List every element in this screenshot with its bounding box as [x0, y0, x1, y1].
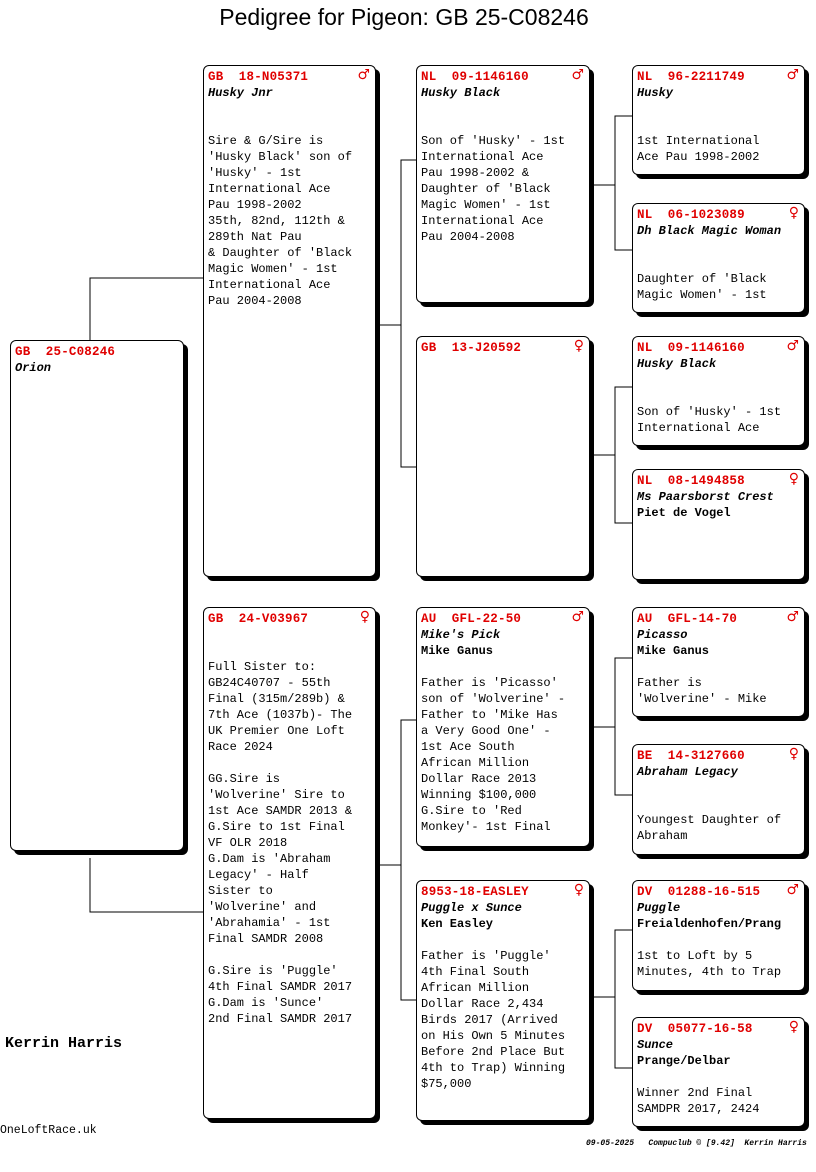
female-icon: ♀ — [573, 338, 584, 354]
owner-name: Piet de Vogel — [637, 506, 731, 520]
pigeon-name: Picasso — [637, 628, 688, 642]
ring-number: GB 24-V03967 — [208, 612, 309, 626]
pigeon-name: Husky Jnr — [208, 86, 273, 100]
owner-name: Mike Ganus — [421, 644, 494, 658]
pigeon-name: Puggle x Sunce — [421, 901, 522, 915]
breeder-name: Kerrin Harris — [5, 1035, 123, 1052]
pigeon-card-sire-dam[interactable] — [416, 336, 590, 577]
pigeon-card-sdd[interactable] — [632, 469, 805, 580]
pigeon-notes: Son of 'Husky' - 1st International Ace — [637, 405, 782, 435]
pigeon-card-dam-sire[interactable] — [416, 607, 590, 847]
pigeon-card-sss[interactable] — [632, 65, 805, 175]
pigeon-name: Ms Paarsborst Crest — [637, 490, 774, 504]
ring-number: AU GFL-14-70 — [637, 612, 738, 626]
ring-number: NL 96-2211749 — [637, 70, 745, 84]
ring-number: BE 14-3127660 — [637, 749, 745, 763]
pigeon-notes: Youngest Daughter of Abraham — [637, 813, 782, 843]
male-icon: ♂ — [786, 609, 799, 625]
pigeon-name: Sunce — [637, 1038, 674, 1052]
ring-number: GB 13-J20592 — [421, 341, 522, 355]
pigeon-name: Husky Black — [421, 86, 501, 100]
ring-number: NL 08-1494858 — [637, 474, 745, 488]
ring-number: NL 09-1146160 — [421, 70, 529, 84]
pigeon-card-dss[interactable] — [632, 607, 805, 717]
male-icon: ♂ — [786, 882, 799, 898]
pigeon-card-sire[interactable] — [203, 65, 376, 577]
owner-name: Prange/Delbar — [637, 1054, 731, 1068]
pigeon-notes: 1st to Loft by 5 Minutes, 4th to Trap — [637, 949, 782, 979]
pigeon-notes: Father is 'Wolverine' - Mike — [637, 676, 767, 706]
pigeon-name: Mike's Pick — [421, 628, 501, 642]
pigeon-name: Orion — [15, 361, 52, 375]
male-icon: ♂ — [571, 609, 584, 625]
female-icon: ♀ — [359, 609, 370, 625]
pigeon-notes: Father is 'Puggle' 4th Final South African Million Dollar Race 2,434 Birds 2017 (Arrived on His Own 5 Minutes Before 2nd Place But 4th to Trap) Winning $75,000 — [421, 949, 566, 1091]
ring-number: GB 18-N05371 — [208, 70, 309, 84]
male-icon: ♂ — [786, 338, 799, 354]
male-icon: ♂ — [357, 67, 370, 83]
ring-number: AU GFL-22-50 — [421, 612, 522, 626]
male-icon: ♂ — [571, 67, 584, 83]
female-icon: ♀ — [573, 882, 584, 898]
pigeon-card-ssd[interactable] — [632, 203, 805, 313]
female-icon: ♀ — [788, 746, 799, 762]
male-icon: ♂ — [786, 67, 799, 83]
ring-number: DV 01288-16-515 — [637, 885, 761, 899]
owner-name: Ken Easley — [421, 917, 494, 931]
owner-name: Mike Ganus — [637, 644, 710, 658]
pigeon-name: Husky Black — [637, 357, 717, 371]
female-icon: ♀ — [788, 205, 799, 221]
pigeon-name: Abraham Legacy — [637, 765, 738, 779]
ring-number: GB 25-C08246 — [15, 345, 116, 359]
pigeon-notes: Full Sister to: GB24C40707 - 55th Final (315m/289b) & 7th Ace (1037b)- The UK Premier One Loft Race 2024 GG.Sire is 'Wolverine' Sire to 1st Ace SAMDR 2013 & G.Sire to 1st Final VF OLR 2018 G.Dam is 'Abraham Legacy' - Half Sister to 'Wolverine' and 'Abrahamia' - 1st Final SAMDR 2008 G.Sire is 'Puggle' 4th Final SAMDR 2017 G.Dam is 'Sunce' 2nd Final SAMDR 2017 — [208, 660, 353, 1026]
page-title: Pedigree for Pigeon: GB 25-C08246 — [219, 4, 589, 30]
pigeon-notes: Son of 'Husky' - 1st International Ace Pau 1998-2002 & Daughter of 'Black Magic Women' - 1st International Ace Pau 2004-2008 — [421, 134, 566, 244]
pigeon-notes: 1st International Ace Pau 1998-2002 — [637, 134, 760, 164]
female-icon: ♀ — [788, 1019, 799, 1035]
pigeon-name: Dh Black Magic Woman — [637, 224, 782, 238]
pigeon-notes: Sire & G/Sire is 'Husky Black' son of 'Husky' - 1st International Ace Pau 1998-2002 35th, 82nd, 112th & 289th Nat Pau & Daughter of 'Black Magic Women' - 1st International Ace Pau 2004-2008 — [208, 134, 353, 308]
pigeon-card-subject[interactable] — [10, 340, 184, 851]
ring-number: DV 05077-16-58 — [637, 1022, 753, 1036]
pigeon-card-dds[interactable] — [632, 880, 805, 991]
pigeon-notes: Daughter of 'Black Magic Women' - 1st — [637, 272, 767, 302]
female-icon: ♀ — [788, 471, 799, 487]
ring-number: 8953-18-EASLEY — [421, 885, 529, 899]
ring-number: NL 09-1146160 — [637, 341, 745, 355]
pigeon-card-dsd[interactable] — [632, 744, 805, 855]
owner-name: Freialdenhofen/Prang — [637, 917, 782, 931]
pigeon-card-dam[interactable] — [203, 607, 376, 1119]
pigeon-notes: Father is 'Picasso' son of 'Wolverine' - Father to 'Mike Has a Very Good One' - 1st Ace South African Million Dollar Race 2013 Winning $100,000 G.Sire to 'Red Monkey'- 1st Final — [421, 676, 566, 834]
pigeon-card-sire-sire[interactable] — [416, 65, 590, 303]
pigeon-notes: Winner 2nd Final SAMDPR 2017, 2424 — [637, 1086, 760, 1116]
ring-number: NL 06-1023089 — [637, 208, 745, 222]
website-label: OneLoftRace.uk — [0, 1124, 97, 1137]
pigeon-card-dam-dam[interactable] — [416, 880, 590, 1121]
pigeon-card-ddd[interactable] — [632, 1017, 805, 1127]
footer-credit: 09-05-2025 Compuclub © [9.42] Kerrin Harris — [586, 1139, 807, 1148]
pigeon-name: Husky — [637, 86, 674, 100]
pigeon-card-sds[interactable] — [632, 336, 805, 446]
pigeon-name: Puggle — [637, 901, 681, 915]
